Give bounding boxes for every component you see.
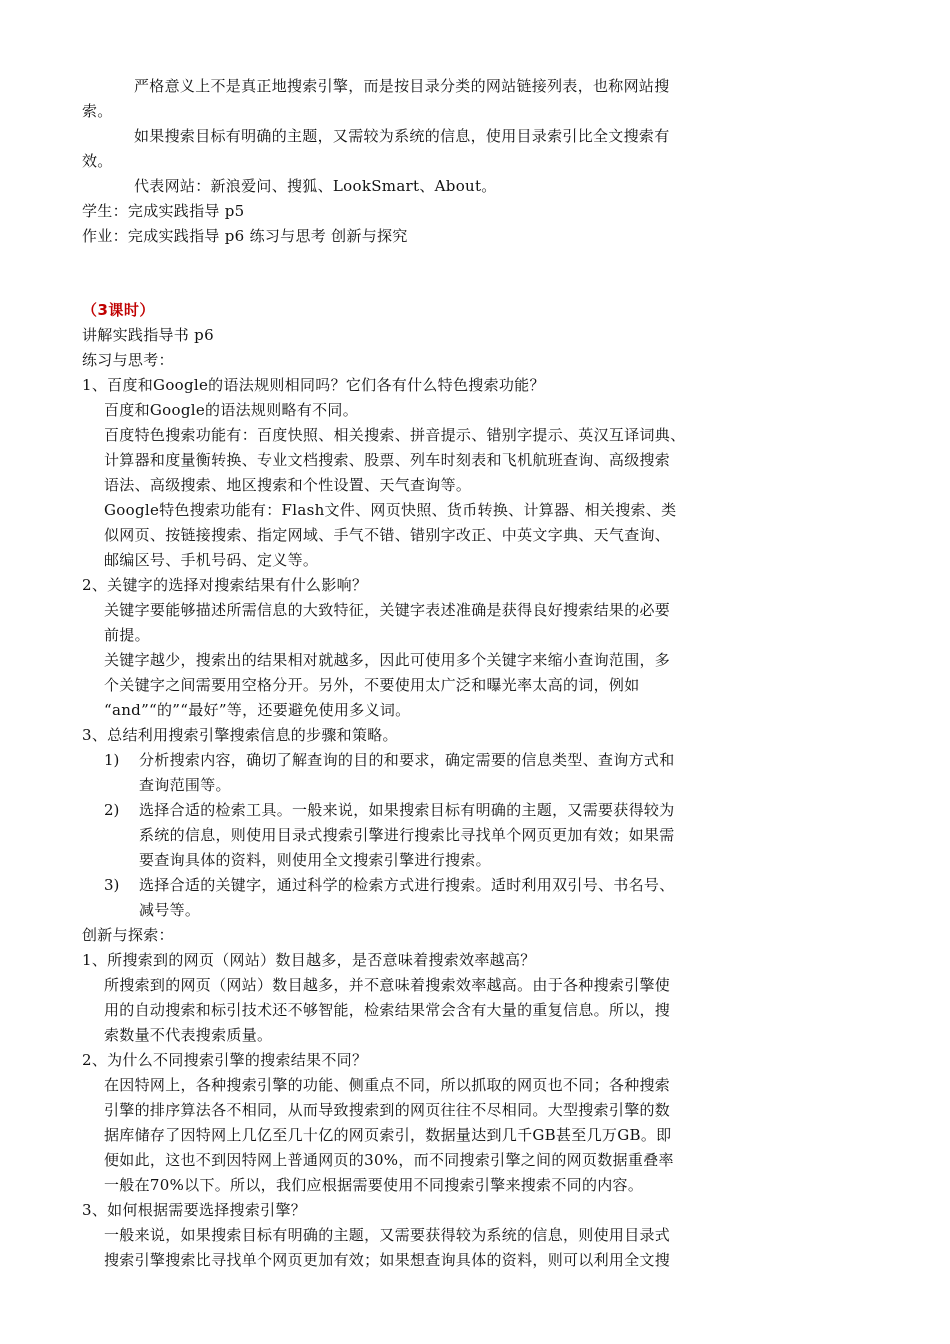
step-line: 系统的信息，则使用目录式搜索引擎进行搜索比寻找单个网页更加有效；如果需 xyxy=(139,826,675,844)
q2-answer-line: 关键字越少，搜索出的结果相对就越多，因此可使用多个关键字来缩小查询范围，多 xyxy=(104,651,671,669)
explore-question-1: 1、所搜索到的网页（网站）数目越多，是否意味着搜索效率越高？ xyxy=(82,951,536,969)
q1-answer-line: 计算器和度量衡转换、专业文档搜索、股票、列车时刻表和飞机航班查询、高级搜索 xyxy=(104,451,671,469)
q2-answer-line: 关键字要能够描述所需信息的大致特征，关键字表述准确是获得良好搜索结果的必要 xyxy=(104,601,671,619)
q1-answer-line: Google特色搜索功能有：Flash文件、网页快照、货币转换、计算器、相关搜索、类 xyxy=(104,501,677,519)
question-2: 2、关键字的选择对搜索结果有什么影响？ xyxy=(82,576,368,594)
e2-answer-line: 在因特网上，各种搜索引擎的功能、侧重点不同，所以抓取的网页也不同；各种搜索 xyxy=(104,1076,671,1094)
step-number: 3) xyxy=(104,876,120,894)
step-line: 分析搜索内容，确切了解查询的目的和要求，确定需要的信息类型、查询方式和 xyxy=(139,751,675,769)
q1-answer-line: 语法、高级搜索、地区搜索和个性设置、天气查询等。 xyxy=(104,476,472,494)
explore-title: 创新与探索： xyxy=(82,926,174,944)
lecture-line: 讲解实践指导书 p6 xyxy=(82,326,214,344)
explore-question-2: 2、为什么不同搜索引擎的搜索结果不同？ xyxy=(82,1051,368,1069)
q1-answer-line: 百度特色搜索功能有：百度快照、相关搜索、拼音提示、错别字提示、英汉互译词典、 xyxy=(104,426,686,444)
homework-task: 作业：完成实践指导 p6 练习与思考 创新与探究 xyxy=(82,227,408,245)
e1-answer-line: 所搜索到的网页（网站）数目越多，并不意味着搜索效率越高。由于各种搜索引擎使 xyxy=(104,976,671,994)
e2-answer-line: 一般在70%以下。所以，我们应根据需要使用不同搜索引擎来搜索不同的内容。 xyxy=(104,1176,644,1194)
step-line: 要查询具体的资料，则使用全文搜索引擎进行搜索。 xyxy=(139,851,491,869)
e2-answer-line: 据库储存了因特网上几亿至几十亿的网页索引，数据量达到几千GB甚至几万GB。即 xyxy=(104,1126,672,1144)
q2-answer-line: “and”“的”“最好”等，还要避免使用多义词。 xyxy=(104,701,411,719)
q1-answer-line: 邮编区号、手机号码、定义等。 xyxy=(104,551,319,569)
intro-paragraph-1-line-1: 严格意义上不是真正地搜索引擎，而是按目录分类的网站链接列表，也称网站搜 xyxy=(134,77,670,95)
e3-answer-line: 一般来说，如果搜索目标有明确的主题，又需要获得较为系统的信息，则使用目录式 xyxy=(104,1226,671,1244)
step-line: 减号等。 xyxy=(139,901,201,919)
intro-paragraph-2-line-1: 如果搜索目标有明确的主题，又需较为系统的信息，使用目录索引比全文搜索有 xyxy=(134,127,670,145)
step-line: 选择合适的检索工具。一般来说，如果搜索目标有明确的主题，又需要获得较为 xyxy=(139,801,675,819)
q2-answer-line: 个关键字之间需要用空格分开。另外，不要使用太广泛和曝光率太高的词，例如 xyxy=(104,676,640,694)
q1-answer-line: 百度和Google的语法规则略有不同。 xyxy=(104,401,359,419)
lesson-heading: （3课时） xyxy=(82,301,155,319)
practice-title: 练习与思考： xyxy=(82,351,174,369)
q2-answer-line: 前提。 xyxy=(104,626,150,644)
step-line: 查询范围等。 xyxy=(139,776,231,794)
e2-answer-line: 便如此，这也不到因特网上普通网页的30%，而不同搜索引擎之间的网页数据重叠率 xyxy=(104,1151,674,1169)
step-number: 1) xyxy=(104,751,120,769)
student-task: 学生：完成实践指导 p5 xyxy=(82,202,245,220)
e1-answer-line: 用的自动搜索和标引技术还不够智能，检索结果常会含有大量的重复信息。所以，搜 xyxy=(104,1001,671,1019)
e1-answer-line: 索数量不代表搜索质量。 xyxy=(104,1026,273,1044)
q1-answer-line: 似网页、按链接搜索、指定网域、手气不错、错别字改正、中英文字典、天气查询、 xyxy=(104,526,671,544)
intro-paragraph-1-line-2: 索。 xyxy=(82,102,113,120)
e2-answer-line: 引擎的排序算法各不相同，从而导致搜索到的网页往往不尽相同。大型搜索引擎的数 xyxy=(104,1101,671,1119)
e3-answer-line: 搜索引擎搜索比寻找单个网页更加有效；如果想查询具体的资料，则可以利用全文搜 xyxy=(104,1251,671,1269)
intro-paragraph-2-line-2: 效。 xyxy=(82,152,113,170)
question-1: 1、百度和Google的语法规则相同吗？它们各有什么特色搜索功能？ xyxy=(82,376,545,394)
representative-sites: 代表网站：新浪爱问、搜狐、LookSmart、About。 xyxy=(134,177,497,195)
step-line: 选择合适的关键字，通过科学的检索方式进行搜索。适时利用双引号、书名号、 xyxy=(139,876,675,894)
step-number: 2) xyxy=(104,801,120,819)
question-3: 3、总结利用搜索引擎搜索信息的步骤和策略。 xyxy=(82,726,398,744)
explore-question-3: 3、如何根据需要选择搜索引擎？ xyxy=(82,1201,307,1219)
